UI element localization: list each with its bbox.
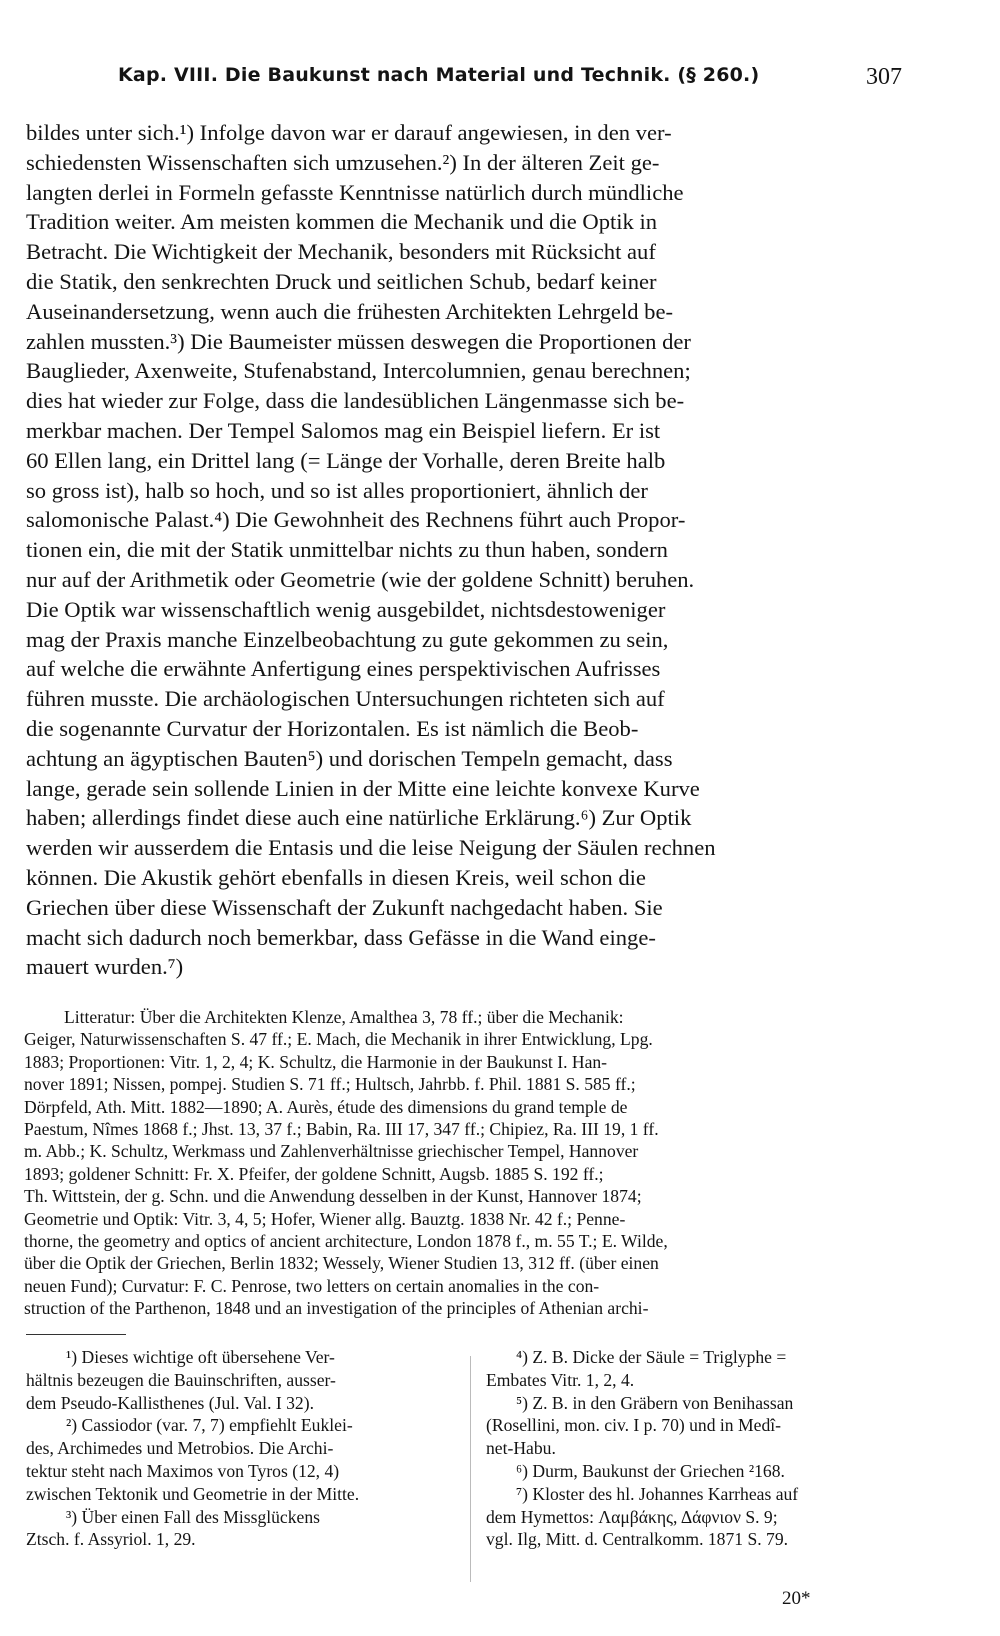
body-line: führen musste. Die archäologischen Untersuchungen richteten sich auf xyxy=(26,686,665,712)
footnote-line: ²) Cassiodor (var. 7, 7) empfiehlt Euklei- xyxy=(66,1415,353,1436)
body-line: schiedensten Wissenschaften sich umzusehen.²) In der älteren Zeit ge- xyxy=(26,149,660,175)
literature-line: Paestum, Nîmes 1868 f.; Jhst. 13, 37 f.; Babin, Ra. III 17, 347 ff.; Chipiez, Ra. III 19, 1 ff. xyxy=(24,1118,659,1139)
literature-line: struction of the Parthenon, 1848 und an investigation of the principles of Athenian archi- xyxy=(24,1298,649,1319)
body-line: so gross ist), halb so hoch, und so ist alles proportioniert, ähnlich der xyxy=(26,477,648,503)
body-line: achtung an ägyptischen Bauten⁵) und dorischen Tempeln gemacht, dass xyxy=(26,745,673,771)
body-line: Die Optik war wissenschaftlich wenig ausgebildet, nichtsdestoweniger xyxy=(26,596,666,622)
footnote-line: des, Archimedes und Metrobios. Die Archi- xyxy=(26,1438,334,1459)
footnote-line: ¹) Dieses wichtige oft übersehene Ver- xyxy=(66,1347,335,1367)
literature-line: über die Optik der Griechen, Berlin 1832; Wessely, Wiener Studien 13, 312 ff. (über einen xyxy=(24,1253,659,1274)
body-line: langten derlei in Formeln gefasste Kenntnisse natürlich durch mündliche xyxy=(26,179,684,205)
literature-line: 1883; Proportionen: Vitr. 1, 2, 4; K. Schultz, die Harmonie in der Baukunst I. Han- xyxy=(24,1051,608,1072)
footnote-line: ⁶) Durm, Baukunst der Griechen ²168. xyxy=(516,1460,785,1481)
body-line: mag der Praxis manche Einzelbeobachtung zu gute gekommen zu sein, xyxy=(26,626,669,652)
footnote-line: net-Habu. xyxy=(486,1438,556,1459)
literature-line: thorne, the geometry and optics of ancient architecture, London 1878 f., m. 55 T.; E. Wilde, xyxy=(24,1230,668,1251)
footnote-line: ⁵) Z. B. in den Gräbern von Benihassan xyxy=(516,1392,794,1413)
body-line: Betracht. Die Wichtigkeit der Mechanik, besonders mit Rücksicht auf xyxy=(26,239,656,265)
literature-line: nover 1891; Nissen, pompej. Studien S. 71 ff.; Hultsch, Jahrbb. f. Phil. 1881 S. 585 ff.; xyxy=(24,1074,636,1095)
body-line: auf welche die erwähnte Anfertigung eines perspektivischen Aufrisses xyxy=(26,656,661,682)
body-line: zahlen mussten.³) Die Baumeister müssen deswegen die Proportionen der xyxy=(26,328,691,354)
body-line: Auseinandersetzung, wenn auch die frühesten Architekten Lehrgeld be- xyxy=(26,298,674,324)
footnote-line: ³) Über einen Fall des Missglückens xyxy=(66,1506,320,1527)
literature-line: 1893; goldener Schnitt: Fr. X. Pfeifer, der goldene Schnitt, Augsb. 1885 S. 192 ff.; xyxy=(24,1163,604,1184)
body-line: macht sich dadurch noch bemerkbar, dass Gefässe in die Wand einge- xyxy=(26,924,656,950)
body-line: können. Die Akustik gehört ebenfalls in diesen Kreis, weil schon die xyxy=(26,864,646,890)
footnote-line: (Rosellini, mon. civ. I p. 70) und in Medî- xyxy=(486,1415,781,1436)
footnote-rule xyxy=(26,1334,126,1335)
body-line: lange, gerade sein sollende Linien in der Mitte eine leichte konvexe Kurve xyxy=(26,775,700,801)
literature-line: Geiger, Naturwissenschaften S. 47 ff.; E. Mach, die Mechanik in ihrer Entwicklung, Lpg. xyxy=(24,1029,653,1050)
footnotes-left-column xyxy=(26,1346,456,1551)
footnote-line: hältnis bezeugen die Bauinschriften, ausser- xyxy=(26,1369,336,1390)
literature-line: Litteratur: Über die Architekten Klenze, Amalthea 3, 78 ff.; über die Mechanik: xyxy=(64,1007,624,1027)
footnote-line: dem Pseudo-Kallisthenes (Jul. Val. I 32). xyxy=(26,1392,314,1413)
body-line: Tradition weiter. Am meisten kommen die Mechanik und die Optik in xyxy=(26,209,658,235)
body-line: dies hat wieder zur Folge, dass die landesüblichen Längenmasse sich be- xyxy=(26,388,685,414)
literature-line: neuen Fund); Curvatur: F. C. Penrose, two letters on certain anomalies in the con- xyxy=(24,1275,600,1296)
body-line: die Statik, den senkrechten Druck und seitlichen Schub, bedarf keiner xyxy=(26,268,657,294)
literature-section xyxy=(24,1006,906,1319)
body-line: die sogenannte Curvatur der Horizontalen. Es ist nämlich die Beob- xyxy=(26,715,639,741)
footnote-line: tektur steht nach Maximos von Tyros (12, 4) xyxy=(26,1460,340,1481)
body-line: werden wir ausserdem die Entasis und die leise Neigung der Säulen rechnen xyxy=(26,835,716,861)
literature-line: Dörpfeld, Ath. Mitt. 1882—1890; A. Aurès, étude des dimensions du grand temple de xyxy=(24,1096,628,1117)
footnote-line: dem Hymettos: Λαμβάκης, Δάφνιον S. 9; xyxy=(486,1506,778,1527)
footnote-line: vgl. Ilg, Mitt. d. Centralkomm. 1871 S. 79. xyxy=(486,1529,789,1550)
body-line: merkbar machen. Der Tempel Salomos mag ein Beispiel liefern. Er ist xyxy=(26,417,661,443)
body-line: 60 Ellen lang, ein Drittel lang (= Länge der Vorhalle, deren Breite halb xyxy=(26,447,666,473)
footnote-line: Ztsch. f. Assyriol. 1, 29. xyxy=(26,1529,196,1550)
body-line: Bauglieder, Axenweite, Stufenabstand, Intercolumnien, genau berechnen; xyxy=(26,358,691,384)
footnote-line: ⁴) Z. B. Dicke der Säule = Triglyphe = xyxy=(516,1347,787,1367)
footnote-line: zwischen Tektonik und Geometrie in der Mitte. xyxy=(26,1483,360,1504)
body-line: Griechen über diese Wissenschaft der Zukunft nachgedacht haben. Sie xyxy=(26,894,663,920)
body-line: salomonische Palast.⁴) Die Gewohnheit des Rechnens führt auch Propor- xyxy=(26,507,686,533)
footnote-line: Embates Vitr. 1, 2, 4. xyxy=(486,1369,635,1390)
signature-mark: 20* xyxy=(782,1588,811,1609)
body-text xyxy=(26,118,906,982)
page-header xyxy=(118,64,902,94)
body-line: mauert wurden.⁷) xyxy=(26,954,184,980)
body-line: haben; allerdings findet diese auch eine natürliche Erklärung.⁶) Zur Optik xyxy=(26,805,692,831)
column-divider xyxy=(470,1356,471,1582)
footnotes-right-column xyxy=(486,1346,910,1551)
body-line: tionen ein, die mit der Statik unmittelbar nichts zu thun haben, sondern xyxy=(26,537,668,563)
page-number: 307 xyxy=(866,64,902,90)
body-line: nur auf der Arithmetik oder Geometrie (wie der goldene Schnitt) beruhen. xyxy=(26,566,695,592)
running-head: Kap. VIII. Die Baukunst nach Material und Technik. (§ 260.) xyxy=(118,64,760,86)
literature-line: Geometrie und Optik: Vitr. 3, 4, 5; Hofer, Wiener allg. Bauztg. 1838 Nr. 42 f.; Penne- xyxy=(24,1208,626,1229)
body-line: bildes unter sich.¹) Infolge davon war er darauf angewiesen, in den ver- xyxy=(26,120,672,145)
footnote-line: ⁷) Kloster des hl. Johannes Karrheas auf xyxy=(516,1483,799,1504)
literature-line: m. Abb.; K. Schultz, Werkmass und Zahlenverhältnisse griechischer Tempel, Hannover xyxy=(24,1141,639,1162)
literature-line: Th. Wittstein, der g. Schn. und die Anwendung desselben in der Kunst, Hannover 1874; xyxy=(24,1186,642,1207)
